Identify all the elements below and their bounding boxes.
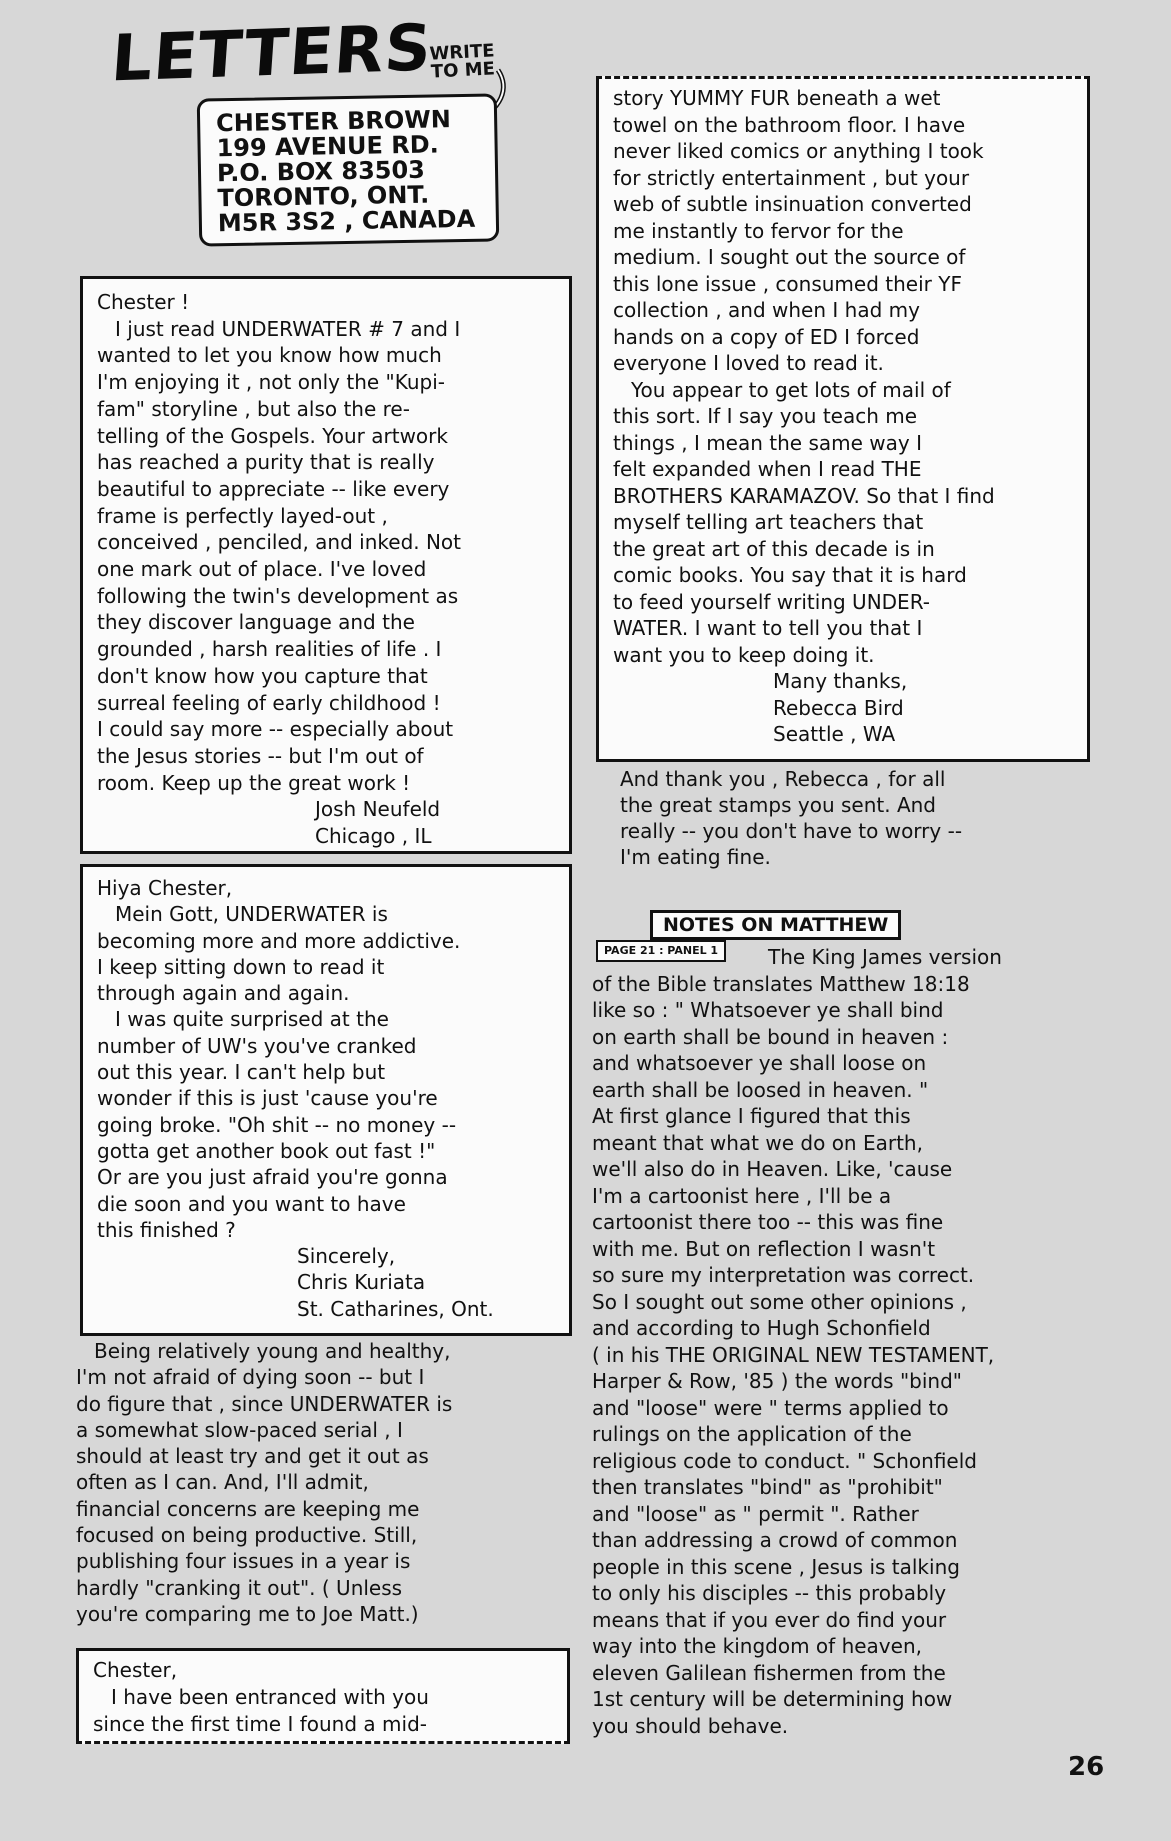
- letter-chris-kuriata: [80, 864, 572, 1336]
- letter-line: this lone issue , consumed their YF: [613, 271, 962, 296]
- letter-line: out this year. I can't help but: [97, 1060, 386, 1085]
- notes-line: So I sought out some other opinions ,: [592, 1289, 967, 1314]
- notes-body: [592, 944, 1002, 1739]
- notes-line: means that if you ever do find your: [592, 1607, 947, 1632]
- letter-line: medium. I sought out the source of: [613, 245, 966, 269]
- letter-line: felt expanded when I read THE: [613, 457, 922, 481]
- address-line: CHESTER BROWN: [215, 105, 452, 138]
- notes-line: of the Bible translates Matthew 18:18: [592, 971, 970, 996]
- notes-line: like so : " Whatsoever ye shall bind: [592, 998, 944, 1022]
- letter-line: WATER. I want to tell you that I: [613, 616, 923, 640]
- notes-line: earth shall be loosed in heaven. ": [592, 1077, 929, 1102]
- notes-line: 1st century will be determining how: [592, 1687, 953, 1711]
- notes-line: and "loose" were " terms applied to: [592, 1395, 949, 1420]
- notes-line: on earth shall be bound in heaven :: [592, 1024, 949, 1049]
- letter-signature: Chris Kuriata: [297, 1270, 426, 1295]
- letter-line: fam" storyline , but also the re-: [97, 396, 410, 421]
- notes-line: so sure my interpretation was correct.: [592, 1263, 975, 1287]
- letter-line: through again and again.: [97, 981, 350, 1006]
- address-line: P.O. BOX 83503: [216, 155, 426, 188]
- letter-line: grounded , harsh realities of life . I: [97, 637, 442, 662]
- letter-line: going broke. "Oh shit -- no money --: [97, 1112, 457, 1137]
- letter-line: I could say more -- especially about: [97, 717, 454, 742]
- letter-signature: Josh Neufeld: [315, 797, 441, 822]
- reply-line: the great stamps you sent. And: [620, 793, 937, 817]
- reply-line: really -- you don't have to worry --: [620, 819, 963, 843]
- notes-line: meant that what we do on Earth,: [592, 1130, 923, 1155]
- letter-line: hands on a copy of ED I forced: [613, 324, 920, 349]
- letter-line: BROTHERS KARAMAZOV. So that I find: [613, 483, 995, 508]
- letter-signoff: Sincerely,: [297, 1244, 396, 1269]
- reply-line: I'm eating fine.: [620, 845, 771, 869]
- reply-line: often as I can. And, I'll admit,: [76, 1470, 369, 1495]
- notes-line: and according to Hugh Schonfield: [592, 1316, 931, 1340]
- letter-line: story YUMMY FUR beneath a wet: [613, 86, 941, 110]
- notes-line: Harper & Row, '85 ) the words "bind": [592, 1369, 962, 1393]
- letter-line: telling of the Gospels. Your artwork: [97, 423, 448, 448]
- letter-line: die soon and you want to have: [97, 1191, 406, 1216]
- notes-line: with me. But on reflection I wasn't: [592, 1236, 936, 1261]
- letter-line: Chester,: [93, 1658, 178, 1682]
- letter-line: following the twin's development as: [97, 583, 459, 608]
- notes-line: to only his disciples -- this probably: [592, 1581, 947, 1605]
- reply-line: focused on being productive. Still,: [76, 1523, 418, 1548]
- address-line: M5R 3S2 , CANADA: [217, 204, 476, 238]
- address-line: 199 AVENUE RD.: [216, 130, 440, 163]
- write-to-me-line: TO ME: [430, 58, 496, 83]
- letter-line: one mark out of place. I've loved: [97, 557, 427, 582]
- letter-line: gotta get another book out fast !": [97, 1138, 436, 1163]
- notes-line: At first glance I figured that this: [592, 1104, 911, 1128]
- notes-line: than addressing a crowd of common: [592, 1528, 958, 1552]
- reply-line: do figure that , since UNDERWATER is: [76, 1391, 453, 1416]
- letter-josh-neufeld: [80, 276, 572, 854]
- letters-title: LETTERS: [108, 11, 435, 97]
- reply-to-chris: [76, 1338, 452, 1627]
- letter-line: frame is perfectly layed-out ,: [97, 503, 388, 528]
- reply-line: should at least try and get it out as: [76, 1444, 429, 1469]
- reply-line: a somewhat slow-paced serial , I: [76, 1417, 403, 1442]
- letter-line: surreal feeling of early childhood !: [97, 690, 441, 715]
- reply-line: publishing four issues in a year is: [76, 1549, 411, 1574]
- letter-signature-location: St. Catharines, Ont.: [297, 1296, 494, 1321]
- letter-signoff: Many thanks,: [773, 669, 908, 693]
- letter-line: want you to keep doing it.: [613, 642, 875, 667]
- letter-line: the Jesus stories -- but I'm out of: [97, 743, 424, 768]
- letter-line: for strictly entertainment , but your: [613, 165, 970, 190]
- notes-line: and "loose" as " permit ". Rather: [592, 1501, 919, 1526]
- letter-line: this sort. If I say you teach me: [613, 404, 918, 428]
- letter-line: has reached a purity that is really: [97, 450, 435, 475]
- letter-line: don't know how you capture that: [97, 663, 428, 688]
- notes-heading: NOTES ON MATTHEW: [650, 910, 901, 940]
- reply-line: financial concerns are keeping me: [76, 1496, 420, 1521]
- reply-line: you're comparing me to Joe Matt.): [76, 1601, 419, 1626]
- letter-line: I keep sitting down to read it: [97, 954, 385, 979]
- notes-line: ( in his THE ORIGINAL NEW TESTAMENT,: [592, 1342, 995, 1367]
- letter-line: room. Keep up the great work !: [97, 770, 411, 795]
- letter-line: to feed yourself writing UNDER-: [613, 589, 930, 614]
- notes-line: people in this scene , Jesus is talking: [592, 1554, 960, 1579]
- address-line: TORONTO, ONT.: [217, 180, 430, 213]
- reply-line: Being relatively young and healthy,: [94, 1339, 451, 1363]
- letter-line: wanted to let you know how much: [97, 343, 442, 368]
- letter-line: Chester !: [97, 290, 190, 314]
- letter-line: beautiful to appreciate -- like every: [97, 476, 450, 501]
- notes-line: eleven Galilean fishermen from the: [592, 1660, 946, 1685]
- notes-line: way into the kingdom of heaven,: [592, 1634, 922, 1658]
- letter-line: wonder if this is just 'cause you're: [97, 1086, 438, 1111]
- letter-signature: Rebecca Bird: [773, 695, 904, 720]
- letter-line: number of UW's you've cranked: [97, 1033, 417, 1058]
- letter-line: the great art of this decade is in: [613, 536, 935, 561]
- letter-line: things , I mean the same way I: [613, 430, 922, 455]
- letter-line: You appear to get lots of mail of: [631, 377, 951, 402]
- notes-line: cartoonist there too -- this was fine: [592, 1210, 944, 1234]
- notes-line: and whatsoever ye shall loose on: [592, 1051, 927, 1075]
- reply-line: And thank you , Rebecca , for all: [620, 767, 946, 791]
- letter-line: everyone I loved to read it.: [613, 351, 884, 375]
- notes-line: religious code to conduct. " Schonfield: [592, 1448, 977, 1473]
- notes-line: The King James version: [768, 945, 1002, 969]
- notes-line: you should behave.: [592, 1713, 789, 1738]
- letter-line: Mein Gott, UNDERWATER is: [115, 902, 388, 927]
- letter-line: towel on the bathroom floor. I have: [613, 112, 966, 137]
- letter-line: this finished ?: [97, 1217, 236, 1242]
- letter-line: they discover language and the: [97, 610, 415, 635]
- letter-rebecca-start: [76, 1648, 570, 1744]
- letter-line: Or are you just afraid you're gonna: [97, 1165, 448, 1190]
- reply-line: hardly "cranking it out". ( Unless: [76, 1575, 403, 1600]
- letter-line: never liked comics or anything I took: [613, 139, 984, 163]
- letter-rebecca-bird: [596, 76, 1090, 762]
- notes-line: we'll also do in Heaven. Like, 'cause: [592, 1157, 953, 1181]
- notes-line: then translates "bind" as "prohibit": [592, 1475, 943, 1499]
- panel-reference-tag: PAGE 21 : PANEL 1: [596, 940, 726, 962]
- letter-line: I have been entranced with you: [111, 1685, 429, 1709]
- letter-line: I was quite surprised at the: [115, 1007, 389, 1032]
- letter-line: Hiya Chester,: [97, 876, 233, 900]
- mailing-address-box: [197, 93, 500, 246]
- letter-line: since the first time I found a mid-: [93, 1712, 427, 1736]
- letter-line: becoming more and more addictive.: [97, 928, 461, 953]
- letter-signature-location: Chicago , IL: [315, 824, 432, 849]
- letter-line: I'm enjoying it , not only the "Kupi-: [97, 370, 446, 395]
- page-number: 26: [1068, 1752, 1105, 1782]
- letter-line: myself telling art teachers that: [613, 510, 924, 534]
- letter-line: web of subtle insinuation converted: [613, 192, 972, 216]
- letter-line: comic books. You say that it is hard: [613, 563, 967, 587]
- letter-line: me instantly to fervor for the: [613, 218, 904, 243]
- write-to-me-line: WRITE: [428, 40, 496, 65]
- letter-line: I just read UNDERWATER # 7 and I: [115, 316, 461, 341]
- reply-line: I'm not afraid of dying soon -- but I: [76, 1365, 425, 1390]
- reply-to-rebecca: [620, 766, 962, 870]
- letter-line: conceived , penciled, and inked. Not: [97, 530, 462, 555]
- letter-signature-location: Seattle , WA: [773, 722, 896, 746]
- notes-line: I'm a cartoonist here , I'll be a: [592, 1183, 892, 1208]
- notes-line: rulings on the application of the: [592, 1422, 912, 1446]
- letter-line: collection , and when I had my: [613, 298, 920, 322]
